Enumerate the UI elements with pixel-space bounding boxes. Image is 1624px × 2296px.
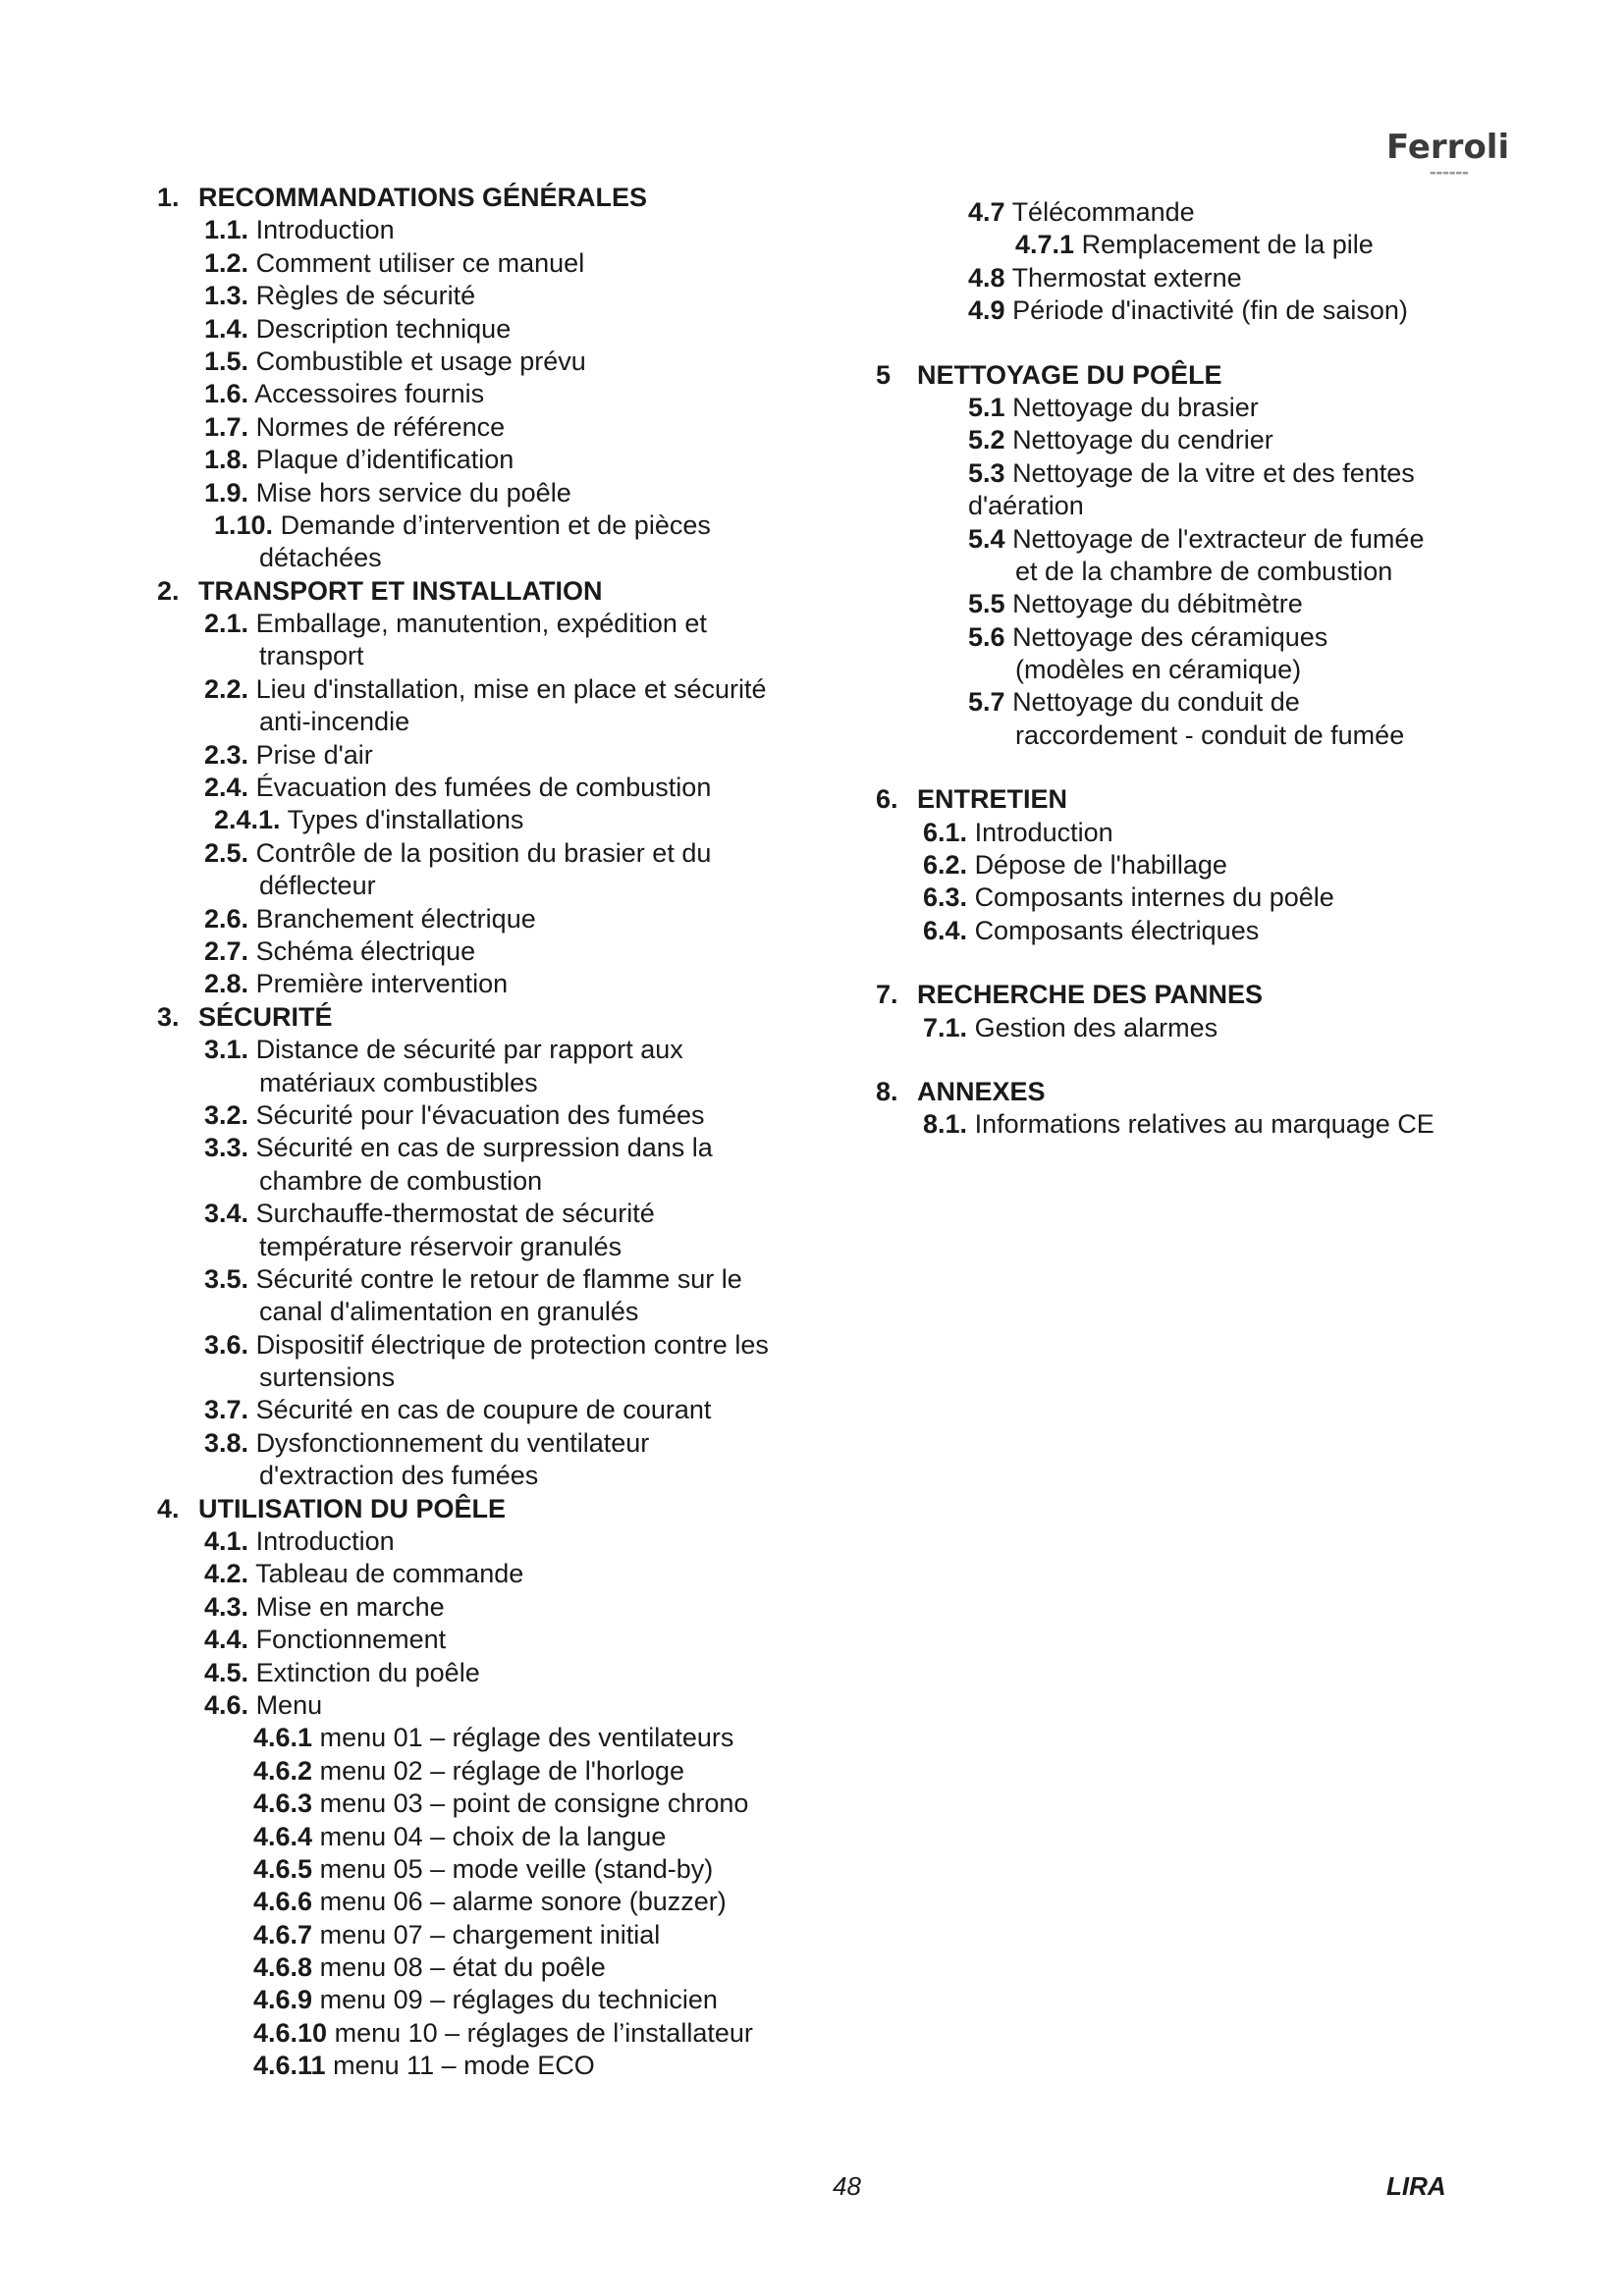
- section-title: ENTRETIEN: [917, 784, 1068, 815]
- toc-item-continuation: [157, 1067, 844, 1099]
- toc-item: [157, 313, 844, 346]
- toc-item: [876, 686, 1563, 719]
- item-text: Comment utiliser ce manuel: [255, 247, 585, 278]
- item-number: 4.8: [968, 262, 1005, 293]
- section-number: 4.: [157, 1493, 180, 1523]
- item-number: 3.3.: [204, 1133, 249, 1163]
- section-heading: [157, 1493, 844, 1525]
- toc-item-continuation: [157, 870, 844, 902]
- item-text: Nettoyage du brasier: [1012, 392, 1259, 422]
- item-number: 4.7.1: [1015, 230, 1075, 260]
- item-text: Menu: [255, 1689, 323, 1720]
- toc-item: [157, 444, 844, 476]
- toc-item: [157, 1329, 844, 1362]
- item-text: Surchauffe-thermostat de sécurité: [255, 1199, 655, 1229]
- section-heading: [876, 979, 1563, 1011]
- toc-item: [157, 477, 844, 509]
- item-number: 4.6.9: [253, 1985, 313, 2015]
- item-text: menu 04 – choix de la langue: [319, 1821, 667, 1851]
- section-heading: [876, 783, 1563, 816]
- item-text: menu 01 – réglage des ventilateurs: [319, 1723, 734, 1753]
- item-number: 4.6.6: [253, 1887, 313, 1917]
- item-text: Sécurité contre le retour de flamme sur le: [255, 1263, 742, 1294]
- section-title: TRANSPORT ET INSTALLATION: [198, 575, 603, 606]
- item-number: 5.7: [968, 687, 1005, 718]
- item-text-cont: transport: [259, 641, 364, 671]
- item-number: 1.6.: [204, 379, 249, 409]
- toc-item: [876, 229, 1563, 261]
- item-number: 4.2.: [204, 1559, 249, 1589]
- item-number: 6.3.: [923, 882, 968, 913]
- section-number: 5: [876, 359, 892, 390]
- toc-item: [876, 196, 1563, 229]
- toc-item: [157, 739, 844, 772]
- item-text: Sécurité pour l'évacuation des fumées: [255, 1099, 705, 1130]
- toc-item-continuation: [876, 654, 1563, 686]
- toc-item-continuation: [876, 490, 1563, 522]
- section-heading: [876, 1076, 1563, 1108]
- item-text: Dépose de l'habillage: [974, 850, 1227, 881]
- toc-item: [157, 247, 844, 280]
- item-text-cont: et de la chambre de combustion: [1015, 556, 1393, 586]
- toc-item: [157, 1394, 844, 1426]
- section-title: RECHERCHE DES PANNES: [917, 980, 1264, 1010]
- section-title: SÉCURITÉ: [198, 1001, 333, 1032]
- toc-item: [157, 1951, 844, 1984]
- toc-item-continuation: [157, 1165, 844, 1198]
- toc-item: [157, 1624, 844, 1656]
- item-text: Distance de sécurité par rapport aux: [255, 1035, 683, 1065]
- item-number: 1.10.: [214, 509, 274, 540]
- section-heading: [876, 359, 1563, 392]
- item-text: Branchement électrique: [255, 903, 536, 934]
- item-text: menu 02 – réglage de l'horloge: [319, 1755, 684, 1786]
- item-text: Prise d'air: [255, 739, 373, 770]
- item-text: Gestion des alarmes: [974, 1012, 1218, 1042]
- item-number: 4.1.: [204, 1526, 249, 1557]
- item-text: Accessoires fournis: [254, 379, 485, 409]
- spacer: [876, 947, 1563, 979]
- item-text: Dysfonctionnement du ventilateur: [255, 1427, 650, 1458]
- item-number: 3.6.: [204, 1329, 249, 1360]
- item-number: 1.7.: [204, 411, 249, 442]
- item-text: menu 08 – état du poêle: [319, 1952, 606, 1983]
- item-number: 4.7: [968, 197, 1005, 227]
- item-text: Introduction: [255, 1526, 395, 1557]
- toc-item: [876, 849, 1563, 881]
- item-number: 3.1.: [204, 1035, 249, 1065]
- item-number: 6.4.: [923, 915, 968, 945]
- section-title: UTILISATION DU POÊLE: [198, 1493, 507, 1523]
- toc-item: [157, 1427, 844, 1460]
- item-text: Nettoyage du cendrier: [1012, 425, 1273, 455]
- item-number: 2.1.: [204, 609, 249, 639]
- toc-item: [157, 1558, 844, 1590]
- item-text: Description technique: [255, 313, 512, 344]
- item-text-cont: raccordement - conduit de fumée: [1015, 720, 1405, 750]
- section-title: ANNEXES: [917, 1076, 1046, 1106]
- toc-item: [157, 772, 844, 804]
- item-text: Remplacement de la pile: [1081, 230, 1374, 260]
- item-text: Évacuation des fumées de combustion: [255, 773, 712, 803]
- page-number: 48: [833, 2171, 861, 2201]
- toc-item-continuation: [876, 720, 1563, 752]
- toc-item: [157, 1821, 844, 1853]
- section-number: 1.: [157, 183, 180, 212]
- item-text: Mise hors service du poêle: [255, 477, 571, 507]
- item-text: Plaque d’identification: [255, 445, 514, 475]
- item-text-cont: chambre de combustion: [259, 1165, 543, 1196]
- toc-item: [157, 1886, 844, 1918]
- item-number: 2.2.: [204, 673, 249, 704]
- toc-item: [157, 1198, 844, 1230]
- item-text: Mise en marche: [255, 1591, 445, 1622]
- section-title: RECOMMANDATIONS GÉNÉRALES: [198, 183, 648, 212]
- toc-item: [876, 523, 1563, 556]
- item-number: 5.2: [968, 425, 1005, 455]
- item-text: Nettoyage de la vitre et des fentes: [1012, 457, 1415, 488]
- item-text: menu 05 – mode veille (stand-by): [319, 1853, 714, 1884]
- item-number: 8.1.: [923, 1109, 968, 1140]
- item-text: Sécurité en cas de coupure de courant: [255, 1395, 712, 1425]
- section-number: 2.: [157, 575, 180, 606]
- toc-item: [157, 1034, 844, 1066]
- item-number: 1.4.: [204, 313, 249, 344]
- item-number: 5.4: [968, 523, 1005, 554]
- item-text: Demande d’intervention et de pièces: [280, 509, 711, 540]
- toc-item: [876, 294, 1563, 327]
- item-number: 3.7.: [204, 1395, 249, 1425]
- item-number: 2.5.: [204, 837, 249, 868]
- item-text: Extinction du poêle: [255, 1657, 480, 1687]
- toc-item: [876, 881, 1563, 914]
- toc-item: [157, 1689, 844, 1722]
- item-text-cont: anti-incendie: [259, 707, 410, 737]
- item-number: 4.6.2: [253, 1755, 313, 1786]
- toc-item: [157, 1919, 844, 1951]
- toc-item: [876, 457, 1563, 490]
- item-text: menu 07 – chargement initial: [319, 1919, 661, 1949]
- toc-item: [876, 621, 1563, 654]
- toc-item: [157, 935, 844, 968]
- item-number: 4.6.1: [253, 1723, 313, 1753]
- item-text: Schéma électrique: [255, 935, 476, 966]
- toc-item: [157, 1099, 844, 1132]
- item-number: 2.6.: [204, 903, 249, 934]
- toc-item-continuation: [157, 542, 844, 574]
- item-number: 3.2.: [204, 1099, 249, 1130]
- item-text: Règles de sécurité: [255, 281, 476, 311]
- toc-item: [157, 1525, 844, 1558]
- item-text: Télécommande: [1011, 197, 1195, 227]
- toc-item: [157, 509, 844, 542]
- section-number: 6.: [876, 784, 898, 815]
- toc-item-continuation: [157, 640, 844, 672]
- item-number: 4.9: [968, 295, 1005, 326]
- item-text: Nettoyage des céramiques: [1012, 621, 1328, 652]
- item-number: 3.4.: [204, 1199, 249, 1229]
- toc-item: [157, 968, 844, 1000]
- item-text: Introduction: [974, 817, 1113, 847]
- toc-item-continuation: [876, 556, 1563, 588]
- item-text-cont: surtensions: [259, 1362, 396, 1393]
- toc-item: [157, 1853, 844, 1886]
- item-number: 3.8.: [204, 1427, 249, 1458]
- item-text-cont: matériaux combustibles: [259, 1067, 538, 1097]
- item-number: 5.6: [968, 621, 1005, 652]
- item-number: 4.6.5: [253, 1853, 313, 1884]
- item-number: 2.4.1.: [214, 805, 281, 835]
- spacer: [876, 328, 1563, 359]
- item-number: 4.3.: [204, 1591, 249, 1622]
- item-text-cont: déflecteur: [259, 871, 376, 901]
- item-text-cont: (modèles en céramique): [1015, 655, 1302, 685]
- item-number: 4.6.: [204, 1689, 249, 1720]
- item-number: 4.6.4: [253, 1821, 313, 1851]
- item-number: 5.3: [968, 457, 1005, 488]
- item-text: menu 10 – réglages de l’installateur: [334, 2017, 753, 2048]
- item-text-cont: d'aération: [968, 491, 1084, 521]
- section-title: NETTOYAGE DU POÊLE: [917, 359, 1222, 390]
- toc-item: [157, 608, 844, 640]
- toc-item: [876, 262, 1563, 294]
- toc-item: [157, 1788, 844, 1820]
- item-text: Types d'installations: [287, 805, 524, 835]
- item-number: 6.1.: [923, 817, 968, 847]
- item-text: Composants électriques: [974, 915, 1260, 945]
- section-number: 8.: [876, 1076, 898, 1106]
- item-text: Nettoyage du conduit de: [1012, 687, 1300, 718]
- toc-left-column: [157, 182, 844, 2083]
- logo-text: Ferroli: [1386, 128, 1510, 167]
- item-text-cont: température réservoir granulés: [259, 1231, 623, 1261]
- toc-item: [157, 1263, 844, 1296]
- document-name: LIRA: [1386, 2171, 1446, 2201]
- item-text-cont: d'extraction des fumées: [259, 1461, 539, 1491]
- toc-item: [876, 817, 1563, 849]
- item-text-cont: canal d'alimentation en granulés: [259, 1297, 639, 1327]
- item-text: Informations relatives au marquage CE: [974, 1109, 1435, 1140]
- item-number: 4.5.: [204, 1657, 249, 1687]
- item-text: Composants internes du poêle: [974, 882, 1334, 913]
- item-number: 2.8.: [204, 969, 249, 999]
- toc-item-continuation: [157, 706, 844, 738]
- item-number: 5.1: [968, 392, 1005, 422]
- item-number: 1.3.: [204, 281, 249, 311]
- item-text: Combustible et usage prévu: [255, 346, 586, 376]
- toc-item: [157, 804, 844, 836]
- item-number: 5.5: [968, 589, 1005, 619]
- item-number: 4.6.8: [253, 1952, 313, 1983]
- section-heading: [157, 575, 844, 608]
- item-text: menu 09 – réglages du technicien: [319, 1985, 718, 2015]
- toc-item: [157, 1591, 844, 1624]
- item-number: 2.3.: [204, 739, 249, 770]
- item-text: Fonctionnement: [255, 1625, 447, 1655]
- toc-item: [876, 588, 1563, 620]
- item-text: Lieu d'installation, mise en place et sécurité: [255, 673, 767, 704]
- item-text: Nettoyage du débitmètre: [1012, 589, 1303, 619]
- item-text: Sécurité en cas de surpression dans la: [255, 1133, 713, 1163]
- toc-item: [157, 214, 844, 246]
- toc-right-column: [876, 196, 1563, 1142]
- toc-item-continuation: [157, 1460, 844, 1492]
- section-number: 3.: [157, 1001, 180, 1032]
- spacer: [876, 1044, 1563, 1076]
- item-text: Introduction: [255, 215, 395, 245]
- item-text: Normes de référence: [255, 411, 506, 442]
- section-number: 7.: [876, 980, 898, 1010]
- item-text: Emballage, manutention, expédition et: [255, 609, 707, 639]
- toc-item: [157, 378, 844, 410]
- item-text: Période d'inactivité (fin de saison): [1012, 295, 1408, 326]
- item-number: 1.5.: [204, 346, 249, 376]
- toc-item: [157, 1722, 844, 1754]
- item-number: 4.4.: [204, 1625, 249, 1655]
- toc-item: [157, 1984, 844, 2016]
- toc-item: [157, 2050, 844, 2082]
- item-text: menu 03 – point de consigne chrono: [319, 1789, 749, 1819]
- toc-item: [157, 673, 844, 706]
- item-number: 7.1.: [923, 1012, 968, 1042]
- item-text: menu 11 – mode ECO: [333, 2051, 595, 2081]
- toc-item-continuation: [157, 1231, 844, 1263]
- toc-item: [157, 2017, 844, 2050]
- toc-item: [876, 424, 1563, 456]
- toc-item: [876, 1012, 1563, 1044]
- section-heading: [157, 182, 844, 214]
- item-text-cont: détachées: [259, 543, 382, 573]
- item-number: 1.8.: [204, 445, 249, 475]
- item-text: Contrôle de la position du brasier et du: [255, 837, 712, 868]
- item-text: Première intervention: [255, 969, 509, 999]
- item-number: 6.2.: [923, 850, 968, 881]
- item-number: 4.6.7: [253, 1919, 313, 1949]
- toc-item: [876, 915, 1563, 947]
- item-number: 4.6.10: [253, 2017, 328, 2048]
- item-number: 4.6.11: [253, 2051, 326, 2081]
- item-number: 4.6.3: [253, 1789, 313, 1819]
- toc-item: [157, 1132, 844, 1164]
- toc-item-continuation: [157, 1296, 844, 1328]
- spacer: [876, 752, 1563, 783]
- item-number: 2.7.: [204, 935, 249, 966]
- toc-item: [157, 280, 844, 312]
- ferroli-logo: [1371, 114, 1528, 188]
- item-text: Nettoyage de l'extracteur de fumée: [1012, 523, 1425, 554]
- section-heading: [157, 1001, 844, 1034]
- toc-item: [157, 411, 844, 444]
- toc-item: [157, 346, 844, 378]
- item-text: Tableau de commande: [255, 1559, 524, 1589]
- toc-item: [157, 903, 844, 935]
- item-number: 1.1.: [204, 215, 249, 245]
- item-number: 1.9.: [204, 477, 249, 507]
- toc-item: [876, 392, 1563, 424]
- item-number: 1.2.: [204, 247, 249, 278]
- toc-item: [876, 1108, 1563, 1141]
- toc-item: [157, 1657, 844, 1689]
- item-number: 3.5.: [204, 1263, 249, 1294]
- toc-item-continuation: [157, 1362, 844, 1394]
- logo-tagline-mark: ▬▬▬▬▬▬: [1430, 169, 1469, 177]
- item-text: menu 06 – alarme sonore (buzzer): [319, 1887, 727, 1917]
- toc-item: [157, 837, 844, 870]
- toc-item: [157, 1755, 844, 1788]
- item-text: Thermostat externe: [1011, 262, 1242, 293]
- item-number: 2.4.: [204, 773, 249, 803]
- item-text: Dispositif électrique de protection contre les: [255, 1329, 769, 1360]
